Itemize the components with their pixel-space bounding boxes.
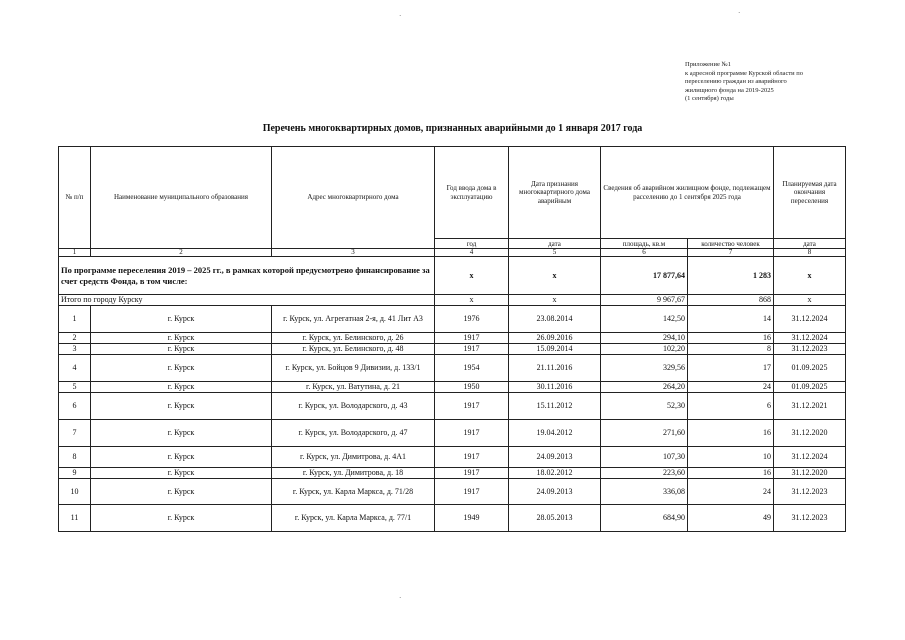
appendix-note bbox=[685, 61, 845, 104]
table-row bbox=[59, 479, 846, 505]
row-end-date: 31.12.2023 bbox=[774, 344, 846, 355]
program-total-people: 1 283 bbox=[688, 257, 774, 295]
city-total-people: 868 bbox=[688, 295, 774, 306]
row-people: 24 bbox=[688, 382, 774, 393]
row-area: 102,20 bbox=[601, 344, 688, 355]
row-year: 1976 bbox=[435, 306, 509, 333]
row-address: г. Курск, ул. Белинского, д. 48 bbox=[272, 344, 435, 355]
city-total-end: x bbox=[774, 295, 846, 306]
program-total-date: x bbox=[509, 257, 601, 295]
table-row bbox=[59, 355, 846, 382]
row-municipality: г. Курск bbox=[91, 355, 272, 382]
document-title: Перечень многоквартирных домов, признанных аварийными до 1 января 2017 года bbox=[262, 123, 643, 134]
column-number: 3 bbox=[272, 249, 435, 257]
row-year: 1917 bbox=[435, 344, 509, 355]
column-number-row bbox=[59, 249, 846, 257]
row-municipality: г. Курск bbox=[91, 344, 272, 355]
program-total-area: 17 877,64 bbox=[601, 257, 688, 295]
row-number: 3 bbox=[59, 344, 91, 355]
header-address: Адрес многоквартирного дома bbox=[272, 147, 435, 249]
column-number: 6 bbox=[601, 249, 688, 257]
column-number: 8 bbox=[774, 249, 846, 257]
column-number: 5 bbox=[509, 249, 601, 257]
row-date: 24.09.2013 bbox=[509, 447, 601, 468]
table-row bbox=[59, 447, 846, 468]
row-number: 5 bbox=[59, 382, 91, 393]
appendix-line: (1 сентября) годы bbox=[685, 95, 734, 103]
row-end-date: 31.12.2023 bbox=[774, 479, 846, 505]
row-number: 6 bbox=[59, 393, 91, 420]
row-address: г. Курск, ул. Агрегатная 2-я, д. 41 Лит А3 bbox=[272, 306, 435, 333]
row-people: 17 bbox=[688, 355, 774, 382]
subheader-area: площадь, кв.м bbox=[601, 239, 688, 249]
table-row bbox=[59, 505, 846, 532]
row-address: г. Курск, ул. Ватутина, д. 21 bbox=[272, 382, 435, 393]
row-date: 18.02.2012 bbox=[509, 468, 601, 479]
column-number: 1 bbox=[59, 249, 91, 257]
row-date: 19.04.2012 bbox=[509, 420, 601, 447]
row-date: 26.09.2016 bbox=[509, 333, 601, 344]
appendix-line: переселению граждан из аварийного bbox=[685, 78, 787, 86]
city-total-area: 9 967,67 bbox=[601, 295, 688, 306]
row-people: 49 bbox=[688, 505, 774, 532]
table-row bbox=[59, 344, 846, 355]
appendix-title: Приложение №1 bbox=[685, 61, 731, 68]
table-row bbox=[59, 333, 846, 344]
scan-speck: · bbox=[738, 9, 741, 17]
row-people: 16 bbox=[688, 420, 774, 447]
row-municipality: г. Курск bbox=[91, 479, 272, 505]
row-date: 21.11.2016 bbox=[509, 355, 601, 382]
row-address: г. Курск, ул. Володарского, д. 43 bbox=[272, 393, 435, 420]
row-area: 142,50 bbox=[601, 306, 688, 333]
table-row bbox=[59, 382, 846, 393]
city-total-date: x bbox=[509, 295, 601, 306]
row-number: 10 bbox=[59, 479, 91, 505]
subheader-people: количество человек bbox=[688, 239, 774, 249]
appendix-line: жилищного фонда на 2019-2025 bbox=[685, 86, 774, 94]
row-area: 107,30 bbox=[601, 447, 688, 468]
row-number: 9 bbox=[59, 468, 91, 479]
header-municipality: Наименование муниципального образования bbox=[91, 147, 272, 249]
row-number: 1 bbox=[59, 306, 91, 333]
program-total-end: x bbox=[774, 257, 846, 295]
row-end-date: 01.09.2025 bbox=[774, 382, 846, 393]
row-address: г. Курск, ул. Карла Маркса, д. 71/28 bbox=[272, 479, 435, 505]
header-planned-end: Планируемая дата окончания переселения bbox=[774, 147, 846, 239]
row-number: 4 bbox=[59, 355, 91, 382]
row-municipality: г. Курск bbox=[91, 306, 272, 333]
row-people: 10 bbox=[688, 447, 774, 468]
row-year: 1949 bbox=[435, 505, 509, 532]
row-year: 1917 bbox=[435, 420, 509, 447]
row-end-date: 31.12.2024 bbox=[774, 333, 846, 344]
row-area: 684,90 bbox=[601, 505, 688, 532]
row-year: 1954 bbox=[435, 355, 509, 382]
row-end-date: 31.12.2020 bbox=[774, 468, 846, 479]
row-address: г. Курск, ул. Бойцов 9 Дивизии, д. 133/1 bbox=[272, 355, 435, 382]
column-number: 7 bbox=[688, 249, 774, 257]
city-total-label: Итого по городу Курску bbox=[59, 295, 435, 306]
row-people: 24 bbox=[688, 479, 774, 505]
appendix-line: к адресной программе Курской области по bbox=[685, 69, 803, 77]
row-area: 329,56 bbox=[601, 355, 688, 382]
row-people: 16 bbox=[688, 333, 774, 344]
city-total-row bbox=[59, 295, 846, 306]
row-year: 1917 bbox=[435, 393, 509, 420]
city-total-year: x bbox=[435, 295, 509, 306]
row-area: 336,08 bbox=[601, 479, 688, 505]
row-area: 223,60 bbox=[601, 468, 688, 479]
row-end-date: 31.12.2024 bbox=[774, 447, 846, 468]
column-number: 4 bbox=[435, 249, 509, 257]
row-end-date: 01.09.2025 bbox=[774, 355, 846, 382]
row-number: 11 bbox=[59, 505, 91, 532]
row-municipality: г. Курск bbox=[91, 333, 272, 344]
subheader-date: дата bbox=[509, 239, 601, 249]
table-row bbox=[59, 306, 846, 333]
row-date: 15.09.2014 bbox=[509, 344, 601, 355]
row-end-date: 31.12.2020 bbox=[774, 420, 846, 447]
table-row bbox=[59, 468, 846, 479]
row-year: 1917 bbox=[435, 468, 509, 479]
table-row bbox=[59, 393, 846, 420]
header-num: № п/п bbox=[59, 147, 91, 249]
header-row bbox=[59, 147, 846, 239]
row-area: 264,20 bbox=[601, 382, 688, 393]
row-date: 28.05.2013 bbox=[509, 505, 601, 532]
row-area: 52,30 bbox=[601, 393, 688, 420]
row-municipality: г. Курск bbox=[91, 468, 272, 479]
row-number: 7 bbox=[59, 420, 91, 447]
row-end-date: 31.12.2021 bbox=[774, 393, 846, 420]
subheader-end-date: дата bbox=[774, 239, 846, 249]
header-year: Год ввода дома в эксплуатацию bbox=[435, 147, 509, 239]
row-address: г. Курск, ул. Белинского, д. 26 bbox=[272, 333, 435, 344]
row-date: 24.09.2013 bbox=[509, 479, 601, 505]
row-end-date: 31.12.2024 bbox=[774, 306, 846, 333]
row-year: 1950 bbox=[435, 382, 509, 393]
program-total-year: x bbox=[435, 257, 509, 295]
program-total-label: По программе переселения 2019 – 2025 гг., в рамках которой предусмотрено финансирование за счет средств Фонда, в том числе: bbox=[59, 257, 435, 295]
subheader-year: год bbox=[435, 239, 509, 249]
header-date-emergency: Дата признания многоквартирного дома аварийным bbox=[509, 147, 601, 239]
row-municipality: г. Курск bbox=[91, 420, 272, 447]
row-year: 1917 bbox=[435, 479, 509, 505]
row-area: 294,10 bbox=[601, 333, 688, 344]
row-year: 1917 bbox=[435, 447, 509, 468]
row-address: г. Курск, ул. Димитрова, д. 4А1 bbox=[272, 447, 435, 468]
column-number: 2 bbox=[91, 249, 272, 257]
row-area: 271,60 bbox=[601, 420, 688, 447]
row-year: 1917 bbox=[435, 333, 509, 344]
row-date: 15.11.2012 bbox=[509, 393, 601, 420]
table-row bbox=[59, 420, 846, 447]
row-number: 2 bbox=[59, 333, 91, 344]
row-people: 14 bbox=[688, 306, 774, 333]
row-address: г. Курск, ул. Карла Маркса, д. 77/1 bbox=[272, 505, 435, 532]
header-fund-info: Сведения об аварийном жилищном фонде, подлежащем расселению до 1 сентября 2025 года bbox=[601, 147, 774, 239]
row-address: г. Курск, ул. Володарского, д. 47 bbox=[272, 420, 435, 447]
row-address: г. Курск, ул. Димитрова, д. 18 bbox=[272, 468, 435, 479]
row-people: 8 bbox=[688, 344, 774, 355]
scan-speck: · bbox=[399, 12, 402, 20]
row-date: 23.08.2014 bbox=[509, 306, 601, 333]
row-municipality: г. Курск bbox=[91, 393, 272, 420]
program-total-row bbox=[59, 257, 846, 295]
row-people: 6 bbox=[688, 393, 774, 420]
row-number: 8 bbox=[59, 447, 91, 468]
housing-table bbox=[58, 146, 846, 532]
row-people: 16 bbox=[688, 468, 774, 479]
row-municipality: г. Курск bbox=[91, 382, 272, 393]
row-end-date: 31.12.2023 bbox=[774, 505, 846, 532]
row-municipality: г. Курск bbox=[91, 505, 272, 532]
row-date: 30.11.2016 bbox=[509, 382, 601, 393]
row-municipality: г. Курск bbox=[91, 447, 272, 468]
scan-speck: · bbox=[399, 594, 402, 602]
